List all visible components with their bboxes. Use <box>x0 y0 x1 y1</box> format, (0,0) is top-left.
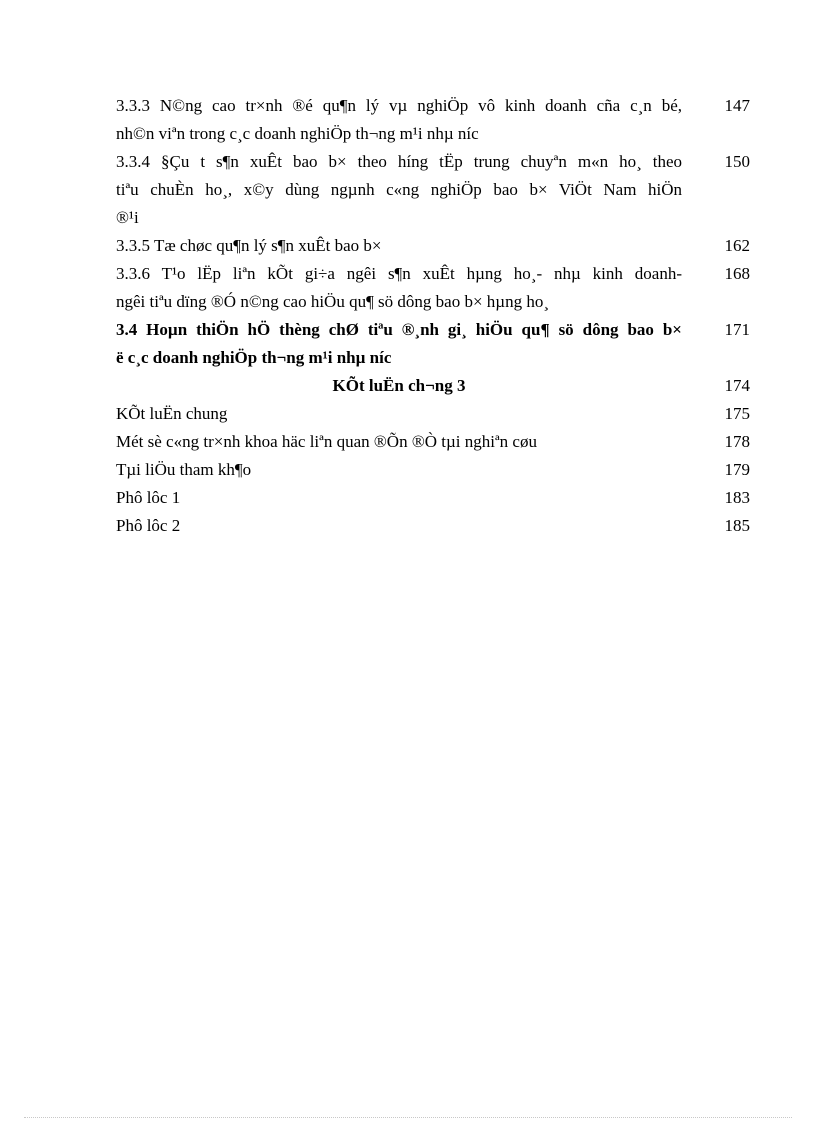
toc-entry-line: KÕt luËn ch¬ng 3 <box>332 376 466 395</box>
toc-page-number: 162 <box>724 236 750 255</box>
toc-entry-line: Phô lôc 2 <box>116 516 181 535</box>
toc-entry-line: 3.3.3 N©ng cao tr×nh ®é qu¶n lý vµ nghiÖp vô kinh doanh cña c¸n bé, <box>116 96 682 115</box>
toc-entry-line: 3.4 Hoµn thiÖn hÖ thèng chØ tiªu ®¸nh gi¸ hiÖu qu¶ sö dông bao b× <box>116 320 682 339</box>
toc-page-number: 150 <box>724 152 750 171</box>
toc-entry-appendix-1 <box>116 484 750 512</box>
toc-entry-appendix-2 <box>116 512 750 540</box>
toc-page-number: 185 <box>724 516 750 535</box>
toc-entry-3-3-5 <box>116 232 750 260</box>
toc-entry-title <box>116 148 682 232</box>
toc-entry-title <box>116 400 682 428</box>
toc-entry-line: ngêi tiªu dïng ®Ó n©ng cao hiÖu qu¶ sö dông bao b× hµng ho¸ <box>116 292 549 311</box>
toc-entry-3-3-6 <box>116 260 750 316</box>
toc-entry-title <box>116 428 682 456</box>
page-bottom-divider <box>24 1117 792 1118</box>
toc-entry-line: nh©n viªn trong c¸c doanh nghiÖp th¬ng m¹i nhµ níc <box>116 124 479 143</box>
toc-entry-title <box>116 260 682 316</box>
toc-entry-line: 3.3.4 §Çu t s¶n xuÊt bao b× theo híng tËp trung chuyªn m«n ho¸ theo <box>116 152 682 171</box>
toc-entry-3-3-4 <box>116 148 750 232</box>
toc-page-number: 171 <box>724 320 750 339</box>
toc-page-number: 178 <box>724 432 750 451</box>
toc-entry-publications <box>116 428 750 456</box>
toc-entry-3-4 <box>116 316 750 372</box>
toc-page-number: 179 <box>724 460 750 479</box>
toc-entry-title <box>116 232 682 260</box>
toc-entry-title <box>116 512 682 540</box>
toc-page-number: 175 <box>724 404 750 423</box>
toc-page-number: 174 <box>724 376 750 395</box>
toc-entry-title <box>116 484 682 512</box>
toc-entry-title <box>116 456 682 484</box>
toc-entry-line: ®¹i <box>116 208 139 227</box>
toc-entry-line: 3.3.5 Tæ chøc qu¶n lý s¶n xuÊt bao b× <box>116 236 382 255</box>
toc-entry-line: Phô lôc 1 <box>116 488 181 507</box>
toc-entry-line: tiªu chuÈn ho¸, x©y dùng ngµnh c«ng nghiÖp bao b× ViÖt Nam hiÖn <box>116 180 682 199</box>
toc-page-number: 183 <box>724 488 750 507</box>
toc-entry-line: KÕt luËn chung <box>116 404 228 423</box>
toc-entry-line: 3.3.6 T¹o lËp liªn kÕt gi÷a ngêi s¶n xuÊt hµng ho¸- nhµ kinh doanh- <box>116 264 682 283</box>
toc-entry-line: Tµi liÖu tham kh¶o <box>116 460 252 479</box>
toc-entry-line: ë c¸c doanh nghiÖp th¬ng m¹i nhµ níc <box>116 348 392 367</box>
toc-page-number: 168 <box>724 264 750 283</box>
toc-entry-chapter-3-conclusion <box>116 372 750 400</box>
toc-entry-title <box>116 316 682 372</box>
table-of-contents <box>116 92 750 540</box>
toc-entry-line: Mét sè c«ng tr×nh khoa häc liªn quan ®Õn ®Ò tµi nghiªn cøu <box>116 432 537 451</box>
toc-page-number: 147 <box>724 96 750 115</box>
toc-entry-references <box>116 456 750 484</box>
toc-entry-title <box>116 372 682 400</box>
toc-entry-3-3-3 <box>116 92 750 148</box>
toc-entry-title <box>116 92 682 148</box>
toc-entry-general-conclusion <box>116 400 750 428</box>
